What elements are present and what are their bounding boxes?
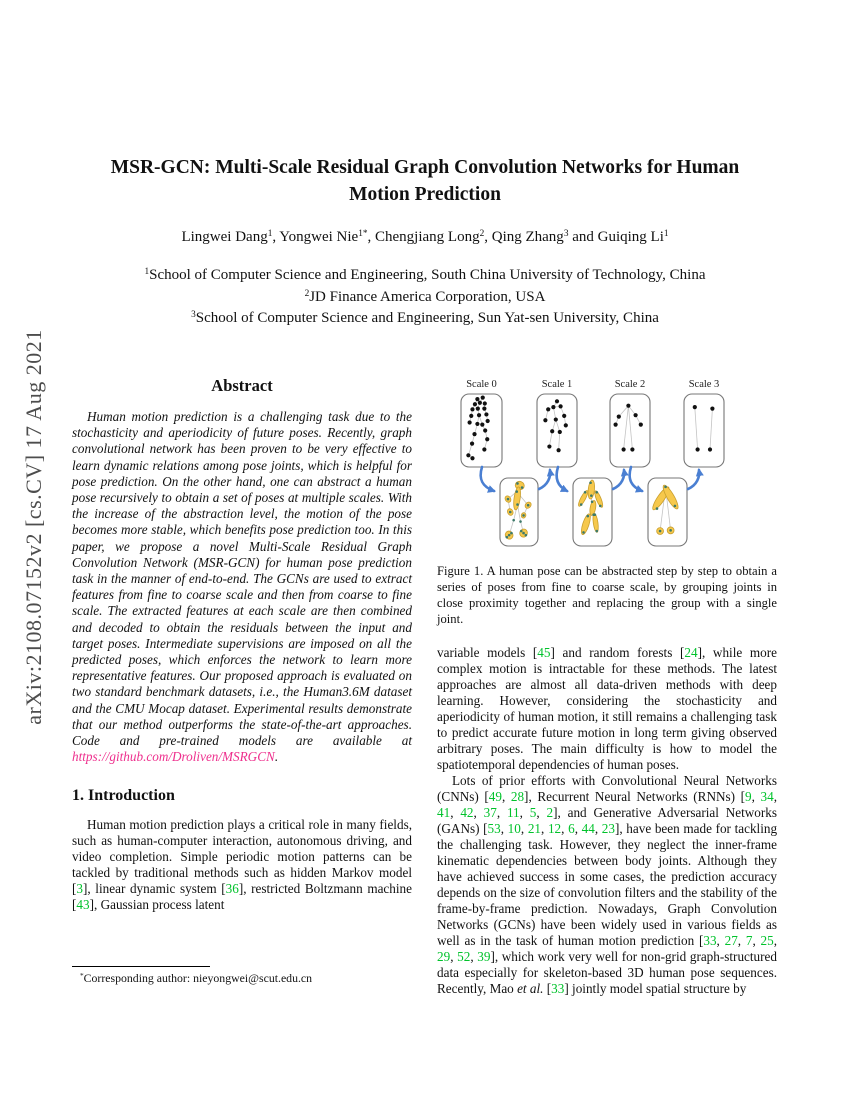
citation-ref: 7 bbox=[745, 932, 753, 948]
text-run: , bbox=[737, 932, 746, 948]
text-run: 3 bbox=[563, 229, 569, 240]
text-run: . bbox=[274, 749, 279, 765]
citation-ref: 27 bbox=[724, 932, 738, 948]
footnote-text: *Corresponding author: nieyongwei@scut.edu.cn bbox=[80, 971, 313, 985]
text-run: , bbox=[561, 820, 569, 836]
text-run: , bbox=[496, 804, 507, 820]
citation-ref: 34 bbox=[760, 788, 774, 804]
citation-ref: 41 bbox=[437, 804, 451, 820]
text-run: , bbox=[520, 820, 528, 836]
text-run: 2 bbox=[304, 288, 310, 299]
citation-ref: 53 bbox=[487, 820, 501, 836]
text-run: Lots of prior efforts with Convolutional Neural Networks (CNNs) [ bbox=[437, 772, 777, 804]
text-run: ], linear dynamic system [ bbox=[83, 881, 226, 897]
citation-ref: 43 bbox=[76, 897, 90, 913]
text-run: 3 bbox=[191, 310, 196, 321]
figure1-scale-label: Scale 3 bbox=[688, 379, 720, 390]
text-run: , bbox=[450, 804, 461, 820]
two-column-body bbox=[72, 374, 778, 997]
arxiv-watermark: arXiv:2108.07152v2 [cs.CV] 17 Aug 2021 bbox=[21, 329, 46, 725]
text-run: School of Computer Science and Engineering, South China University of Technology, China bbox=[149, 267, 706, 283]
text-run: , bbox=[536, 804, 547, 820]
affiliation-1 bbox=[72, 266, 778, 288]
figure1-scale-label: Scale 1 bbox=[541, 379, 573, 390]
text-run: Lingwei Dang bbox=[181, 229, 268, 245]
text-run: , bbox=[574, 820, 582, 836]
introduction-heading: 1. Introduction bbox=[72, 787, 175, 805]
text-run: ], restricted Boltzmann machine [ bbox=[72, 881, 412, 913]
authors-line bbox=[72, 229, 778, 246]
citation-ref: 11 bbox=[506, 804, 520, 820]
text-run: ] and random forests [ bbox=[550, 644, 685, 660]
text-run: variable models [ bbox=[437, 644, 538, 660]
citation-ref: 49 bbox=[488, 788, 502, 804]
citation-ref: 23 bbox=[601, 820, 615, 836]
text-run: , bbox=[751, 788, 761, 804]
text-run: ], Gaussian process latent bbox=[89, 897, 225, 913]
citation-ref: 33 bbox=[551, 980, 565, 996]
text-run: , bbox=[500, 820, 508, 836]
text-run: JD Finance America Corporation, USA bbox=[309, 288, 546, 305]
text-run: , bbox=[470, 948, 478, 964]
text-run: School of Computer Science and Engineering, Sun Yat-sen University, China bbox=[195, 310, 659, 326]
body-paragraph-1 bbox=[437, 645, 777, 773]
footnote bbox=[72, 966, 412, 986]
figure1 bbox=[437, 374, 777, 628]
text-run: , bbox=[716, 932, 725, 948]
citation-ref: 45 bbox=[537, 644, 551, 660]
citation-ref: 44 bbox=[581, 820, 595, 836]
citation-ref: 25 bbox=[760, 932, 774, 948]
paper-title: MSR-GCN: Multi-Scale Residual Graph Convolution Networks for Human Motion Prediction bbox=[110, 157, 740, 206]
text-run: , bbox=[594, 820, 602, 836]
citation-ref: 36 bbox=[225, 881, 239, 897]
text-run: 1 bbox=[267, 229, 273, 240]
text-run: , bbox=[473, 804, 484, 820]
text-run: ], and Generative Adversarial Networks (GANs) [ bbox=[437, 804, 778, 836]
text-run: et al. bbox=[517, 980, 544, 996]
figure1-scale-label: Scale 0 bbox=[466, 379, 497, 390]
text-run: , bbox=[450, 948, 458, 964]
figure1-scale-label: Scale 2 bbox=[614, 379, 646, 390]
citation-ref: 52 bbox=[457, 948, 471, 964]
text-run: , bbox=[773, 788, 778, 804]
text-run: ], while more complex motion is intractable for these methods. The latest approaches are almost all data-driven methods with deep learning. However, considering the stochasticity and aperiodicity of human motion, it still remains a challenging task to predict accurate future motion in long term giving observed arbitrary poses. The main difficulty is how to model the spatiotemporal dependencies of human poses. bbox=[437, 644, 777, 772]
text-run: ], have been made for tackling the challenging task. However, they neglect the inner-frame kinematic dependencies between body joints. Although they have achieved success in some cases, the prediction accuracy depends on the size of convolution filters and the stability of the frame-by-frame prediction. Nowadays, Graph Convolution Networks (GCNs) have been widely used in various fields as well as in the task of human motion prediction [ bbox=[437, 820, 778, 948]
body-paragraph-2 bbox=[437, 773, 777, 997]
text-run: , bbox=[541, 820, 548, 836]
citation-ref: 12 bbox=[547, 820, 562, 836]
text-run: and Guiqing Li bbox=[568, 229, 664, 245]
text-run: 1* bbox=[358, 229, 368, 240]
figure1-canvas bbox=[437, 374, 777, 557]
citation-ref: 39 bbox=[477, 948, 491, 964]
abstract-heading: Abstract bbox=[211, 376, 273, 395]
github-link[interactable]: https://github.com/Droliven/MSRGCN bbox=[72, 749, 275, 765]
citation-ref: 5 bbox=[529, 804, 537, 820]
citation-ref: 24 bbox=[684, 644, 698, 660]
abstract-text bbox=[72, 409, 412, 765]
citation-ref: 3 bbox=[76, 881, 83, 897]
text-run: 2 bbox=[479, 229, 485, 240]
citation-ref: 21 bbox=[527, 820, 541, 836]
text-run: ] jointly model spatial structure by bbox=[564, 980, 747, 996]
figure1-diagram bbox=[437, 374, 778, 552]
text-run: , Qing Zhang bbox=[484, 229, 564, 245]
text-run: , Chengjiang Long bbox=[367, 229, 480, 245]
text-run: 1 bbox=[144, 267, 150, 278]
affiliation-2 bbox=[72, 288, 778, 310]
citation-ref: 2 bbox=[546, 804, 554, 820]
affiliation-3 bbox=[72, 309, 778, 331]
footnote-rule bbox=[72, 966, 210, 967]
citation-ref: 29 bbox=[437, 948, 451, 964]
introduction-paragraph bbox=[72, 817, 412, 913]
text-run: ], which work very well for non-grid graph-structured data especially for skeleton-based 3D human pose sequences. Recently, Mao bbox=[437, 948, 777, 996]
text-run: , Yongwei Nie bbox=[272, 229, 359, 245]
figure1-caption: Figure 1. A human pose can be abstracted step by step to obtain a series of poses from fine to coarse scale, by grouping joints in close proximity together and replacing the group with a single joint. bbox=[437, 564, 777, 626]
citation-ref: 10 bbox=[507, 820, 521, 836]
text-run: [ bbox=[543, 980, 552, 996]
text-run: , bbox=[519, 804, 530, 820]
citation-ref: 33 bbox=[703, 932, 717, 948]
citation-ref: 42 bbox=[460, 804, 474, 820]
citation-ref: 9 bbox=[745, 788, 752, 804]
text-run: ], Recurrent Neural Networks (RNNs) [ bbox=[524, 788, 746, 804]
text-run: , bbox=[501, 788, 511, 804]
left-column bbox=[72, 374, 412, 997]
text-run: Human motion prediction plays a critical role in many fields, such as human-computer interaction, autonomous driving, and video completion. Simple periodic motion patterns can be tackled by traditional methods such as hidden Markov model [ bbox=[72, 817, 412, 897]
text-run: , bbox=[752, 932, 761, 948]
citation-ref: 28 bbox=[510, 788, 525, 804]
footnote-marker: * bbox=[80, 971, 84, 981]
text-run: , bbox=[773, 932, 778, 948]
text-run: 1 bbox=[663, 229, 669, 240]
affiliations bbox=[72, 266, 778, 331]
right-column bbox=[437, 374, 777, 997]
citation-ref: 6 bbox=[568, 820, 575, 836]
citation-ref: 37 bbox=[483, 804, 497, 820]
text-run: Human motion prediction is a challenging task due to the stochasticity and aperiodicity of future poses. Recently, graph convolutional network has been proven to be very effective to learn dynamic relations among pose joints, which is helpful for pose prediction. On the other hand, one can abstract a human pose recursively to obtain a set of poses at multiple scales. With the increase of the abstraction level, the motion of the pose becomes more stable, which benefits pose prediction too. In this paper, we propose a novel Multi-Scale Residual Graph Convolution Network (MSR-GCN) for human pose prediction task in the manner of end-to-end. The GCNs are used to extract features from fine to coarse scale and then from coarse to fine scale. The extracted features at each scale are then combined and decoded to obtain the residuals between the input and target poses. Intermediate supervisions are imposed on all the predicted poses, which enforces the network to learn more representative features. Our proposed approach is evaluated on two standard benchmark datasets, i.e., the Human3.6M dataset and the CMU Mocap dataset. Experimental results demonstrate that our method outperforms the state-of-the-art approaches. Code and pre-trained models are available at bbox=[72, 409, 412, 749]
